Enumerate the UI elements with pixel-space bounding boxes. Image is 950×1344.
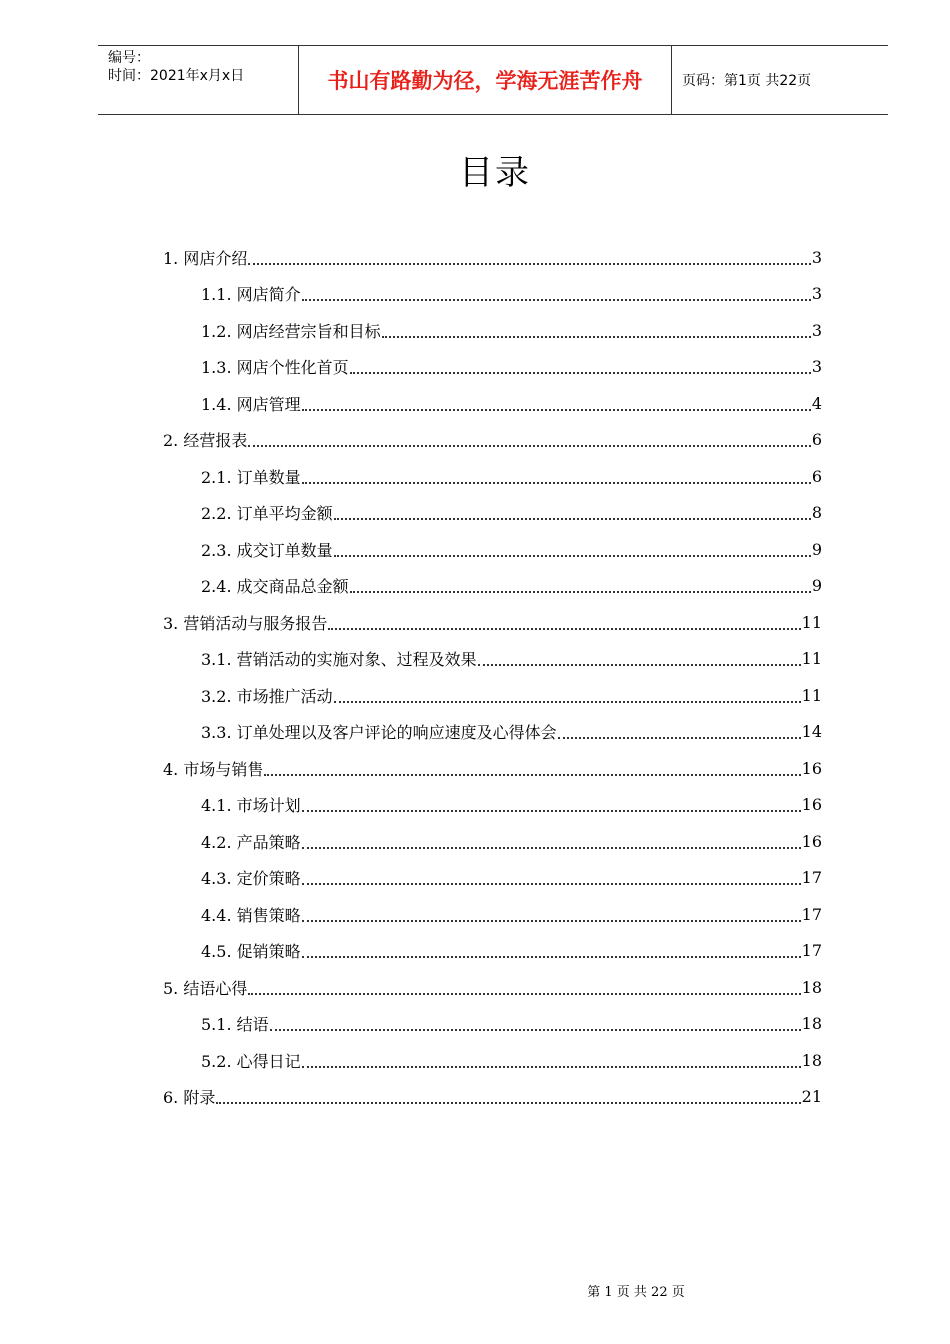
toc-dot-leader	[302, 882, 801, 885]
toc-entry-page: 16	[801, 831, 822, 851]
toc-dot-leader	[350, 590, 811, 593]
toc-entry-page: 17	[801, 941, 822, 960]
date-label: 时间：2021年x月x日	[108, 68, 245, 84]
toc-entry-title: 3.1. 营销活动的实施对象、过程及效果	[201, 650, 477, 669]
toc-dot-leader	[302, 408, 811, 411]
toc-dot-leader	[302, 955, 801, 958]
toc-entry[interactable]	[163, 422, 822, 458]
toc-entry[interactable]	[201, 677, 822, 713]
toc-entry[interactable]	[201, 1006, 822, 1042]
toc-entry-page: 11	[801, 649, 822, 668]
toc-entry[interactable]	[201, 349, 822, 385]
toc-entry-page: 17	[801, 904, 822, 924]
header-page-info: 页码：第1页 共22页	[682, 73, 812, 89]
toc-entry[interactable]	[201, 312, 822, 348]
toc-entry-page: 3	[811, 320, 822, 340]
toc-entry[interactable]	[163, 604, 822, 640]
toc-dot-leader	[302, 919, 801, 922]
toc-entry-page: 17	[801, 868, 822, 887]
toc-entry[interactable]	[201, 933, 822, 969]
toc-entry-title: 4.4. 销售策略	[201, 905, 301, 925]
toc-dot-leader	[248, 262, 810, 265]
toc-entry-page: 21	[801, 1087, 822, 1106]
toc-dot-leader	[382, 335, 811, 338]
toc-entry[interactable]	[201, 276, 822, 312]
toc-entry-page: 16	[801, 795, 822, 814]
toc-entry-title: 4.1. 市场计划	[201, 796, 301, 815]
header-motto: 书山有路勤为径，学海无涯苦作舟	[299, 46, 672, 114]
toc-entry-title: 4.3. 定价策略	[201, 869, 301, 888]
toc-entry-title: 5.1. 结语	[201, 1015, 269, 1034]
toc-dot-leader	[216, 1101, 800, 1104]
toc-entry[interactable]	[201, 714, 822, 750]
toc-entry[interactable]	[201, 531, 822, 567]
toc-entry-page: 3	[811, 284, 822, 303]
toc-dot-leader	[302, 846, 801, 849]
toc-entry-page: 9	[811, 576, 822, 595]
toc-entry-title: 3.2. 市场推广活动	[201, 686, 333, 706]
toc-entry[interactable]	[201, 860, 822, 896]
toc-entry[interactable]	[201, 787, 822, 823]
toc-dot-leader	[302, 298, 811, 301]
toc-entry-title: 2. 经营报表	[163, 431, 248, 450]
toc-entry-title: 4.5. 促销策略	[201, 942, 301, 961]
toc-entry[interactable]	[201, 568, 822, 604]
toc-entry-title: 2.4. 成交商品总金额	[201, 577, 349, 596]
toc-entry-page: 8	[811, 503, 822, 522]
toc-entry-title: 4. 市场与销售	[163, 759, 264, 779]
toc-entry-page: 11	[801, 612, 822, 632]
toc-entry-page: 4	[811, 393, 822, 413]
toc-dot-leader	[328, 627, 800, 630]
page-footer: 第 1 页 共 22 页	[587, 1285, 685, 1300]
toc-entry-title: 3.3. 订单处理以及客户评论的响应速度及心得体会	[201, 723, 557, 742]
toc-entry[interactable]	[201, 458, 822, 494]
toc-entry[interactable]	[201, 823, 822, 859]
toc-entry-page: 11	[801, 685, 822, 705]
toc-dot-leader	[334, 554, 811, 557]
toc-dot-leader	[334, 517, 811, 520]
toc-dot-leader	[264, 773, 800, 776]
toc-dot-leader	[478, 663, 801, 666]
toc-entry-title: 5. 结语心得	[163, 978, 248, 998]
toc-entry-title: 3. 营销活动与服务报告	[163, 613, 328, 633]
toc-entry[interactable]	[163, 1079, 822, 1115]
toc-dot-leader	[350, 371, 811, 374]
toc-entry-title: 1.4. 网店管理	[201, 394, 301, 414]
toc-entry-title: 2.2. 订单平均金额	[201, 504, 333, 523]
toc-dot-leader	[558, 736, 801, 739]
toc-entry-title: 4.2. 产品策略	[201, 832, 301, 852]
toc-entry-page: 16	[801, 758, 822, 778]
toc-entry-title: 2.3. 成交订单数量	[201, 540, 333, 560]
toc-entry[interactable]	[201, 641, 822, 677]
toc-entry-title: 1.1. 网店简介	[201, 285, 301, 304]
toc-dot-leader	[334, 700, 801, 703]
toc-entry[interactable]	[163, 750, 822, 786]
toc-entry-page: 3	[811, 357, 822, 376]
toc-entry[interactable]	[163, 239, 822, 275]
header-meta	[98, 46, 299, 114]
toc-dot-leader	[270, 1028, 801, 1031]
toc-entry-title: 1.3. 网店个性化首页	[201, 358, 349, 377]
toc-entry[interactable]	[201, 495, 822, 531]
toc-entry[interactable]	[201, 1042, 822, 1078]
page-header	[98, 45, 888, 115]
toc-entry[interactable]	[201, 896, 822, 932]
toc-entry[interactable]	[201, 385, 822, 421]
toc-entry-title: 1. 网店介绍	[163, 248, 248, 268]
toc-dot-leader	[302, 481, 811, 484]
toc-entry-title: 1.2. 网店经营宗旨和目标	[201, 321, 381, 341]
toc-entry-page: 18	[801, 977, 822, 997]
toc-entry-page: 18	[801, 1050, 822, 1070]
number-label: 编号：	[108, 50, 150, 66]
toc-entry[interactable]	[163, 969, 822, 1005]
toc-entry-title: 6. 附录	[163, 1088, 216, 1107]
page-title: 目录	[459, 153, 531, 193]
toc-entry-page: 18	[801, 1014, 822, 1033]
toc-dot-leader	[302, 809, 801, 812]
toc-dot-leader	[302, 1065, 801, 1068]
toc-entry-page: 14	[801, 722, 822, 741]
toc-entry-page: 6	[811, 466, 822, 486]
toc-entry-page: 6	[811, 430, 822, 449]
toc-entry-page: 9	[811, 539, 822, 559]
toc-entry-title: 2.1. 订单数量	[201, 467, 301, 487]
toc-dot-leader	[248, 992, 800, 995]
toc-entry-title: 5.2. 心得日记	[201, 1051, 301, 1071]
toc-dot-leader	[248, 444, 810, 447]
toc-entry-page: 3	[811, 247, 822, 267]
